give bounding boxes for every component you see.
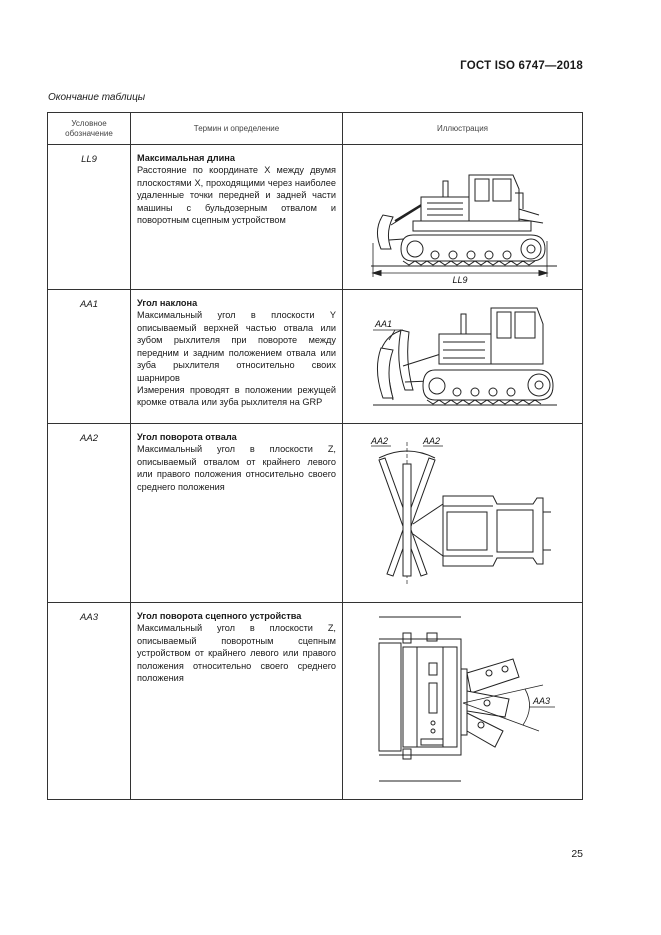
row-symbol: AA2 [48, 424, 131, 603]
definitions-table [47, 112, 583, 800]
hitch-angle-top-view-illustration [343, 603, 583, 799]
row-symbol: AA3 [48, 603, 131, 800]
angle-label-aa1: AA1 [375, 319, 393, 329]
row-symbol: LL9 [48, 145, 131, 290]
angle-label-aa2-right: AA2 [423, 436, 441, 446]
angle-label-aa2-left: AA2 [371, 436, 389, 446]
row-definition-text: Максимальный угол в плоскости Z, описываемый поворотным сцепным устройством от крайнего левого или правого положения относительно своего среднего положения [137, 623, 336, 684]
standard-header: ГОСТ ISO 6747—2018 [460, 60, 583, 72]
blade-angle-top-view-illustration [343, 424, 583, 602]
column-header-symbol: Условное обозначение [48, 113, 131, 145]
angle-label-aa3: AA3 [533, 696, 551, 706]
row-term: Угол наклона [137, 298, 198, 308]
table-row [48, 290, 583, 424]
row-note-text: Измерения проводят в положении режущей кромке отвала или зуба рыхлителя на GRP [137, 384, 336, 408]
row-symbol: AA1 [48, 290, 131, 424]
row-illustration [343, 290, 583, 424]
bulldozer-tilt-angle-illustration [343, 290, 583, 423]
row-term: Угол поворота отвала [137, 432, 237, 442]
dimension-label-ll9: LL9 [452, 275, 468, 285]
row-illustration [343, 145, 583, 290]
row-illustration [343, 424, 583, 603]
row-term: Угол поворота сцепного устройства [137, 611, 302, 621]
table-row [48, 145, 583, 290]
row-definition [131, 603, 343, 800]
bulldozer-side-length-illustration [343, 145, 583, 289]
column-header-illustration: Иллюстрация [343, 113, 583, 145]
page-number: 25 [571, 848, 583, 860]
row-definition [131, 145, 343, 290]
table-header-row [48, 113, 583, 145]
row-definition-text: Максимальный угол в плоскости Y описываемый верхней частью отвала или зубом рыхлителя при повороте между передним и задним положением отвала или зуба рыхлителя относительно своих шарниров [137, 310, 336, 383]
row-definition [131, 424, 343, 603]
table-row [48, 603, 583, 800]
row-definition-text: Расстояние по координате X между двумя плоскостями X, проходящими через наиболее удаленные точки передней и задней части машины с бульдозерным отвалом и поворотным сцепным устройством [137, 165, 336, 226]
row-illustration [343, 603, 583, 800]
row-definition [131, 290, 343, 424]
row-term: Максимальная длина [137, 153, 235, 163]
table-caption: Окончание таблицы [48, 92, 146, 103]
table-row [48, 424, 583, 603]
column-header-term: Термин и определение [131, 113, 343, 145]
row-definition-text: Максимальный угол в плоскости Z, описываемый отвалом от крайнего левого или правого положения относительно своего среднего положения [137, 444, 336, 492]
